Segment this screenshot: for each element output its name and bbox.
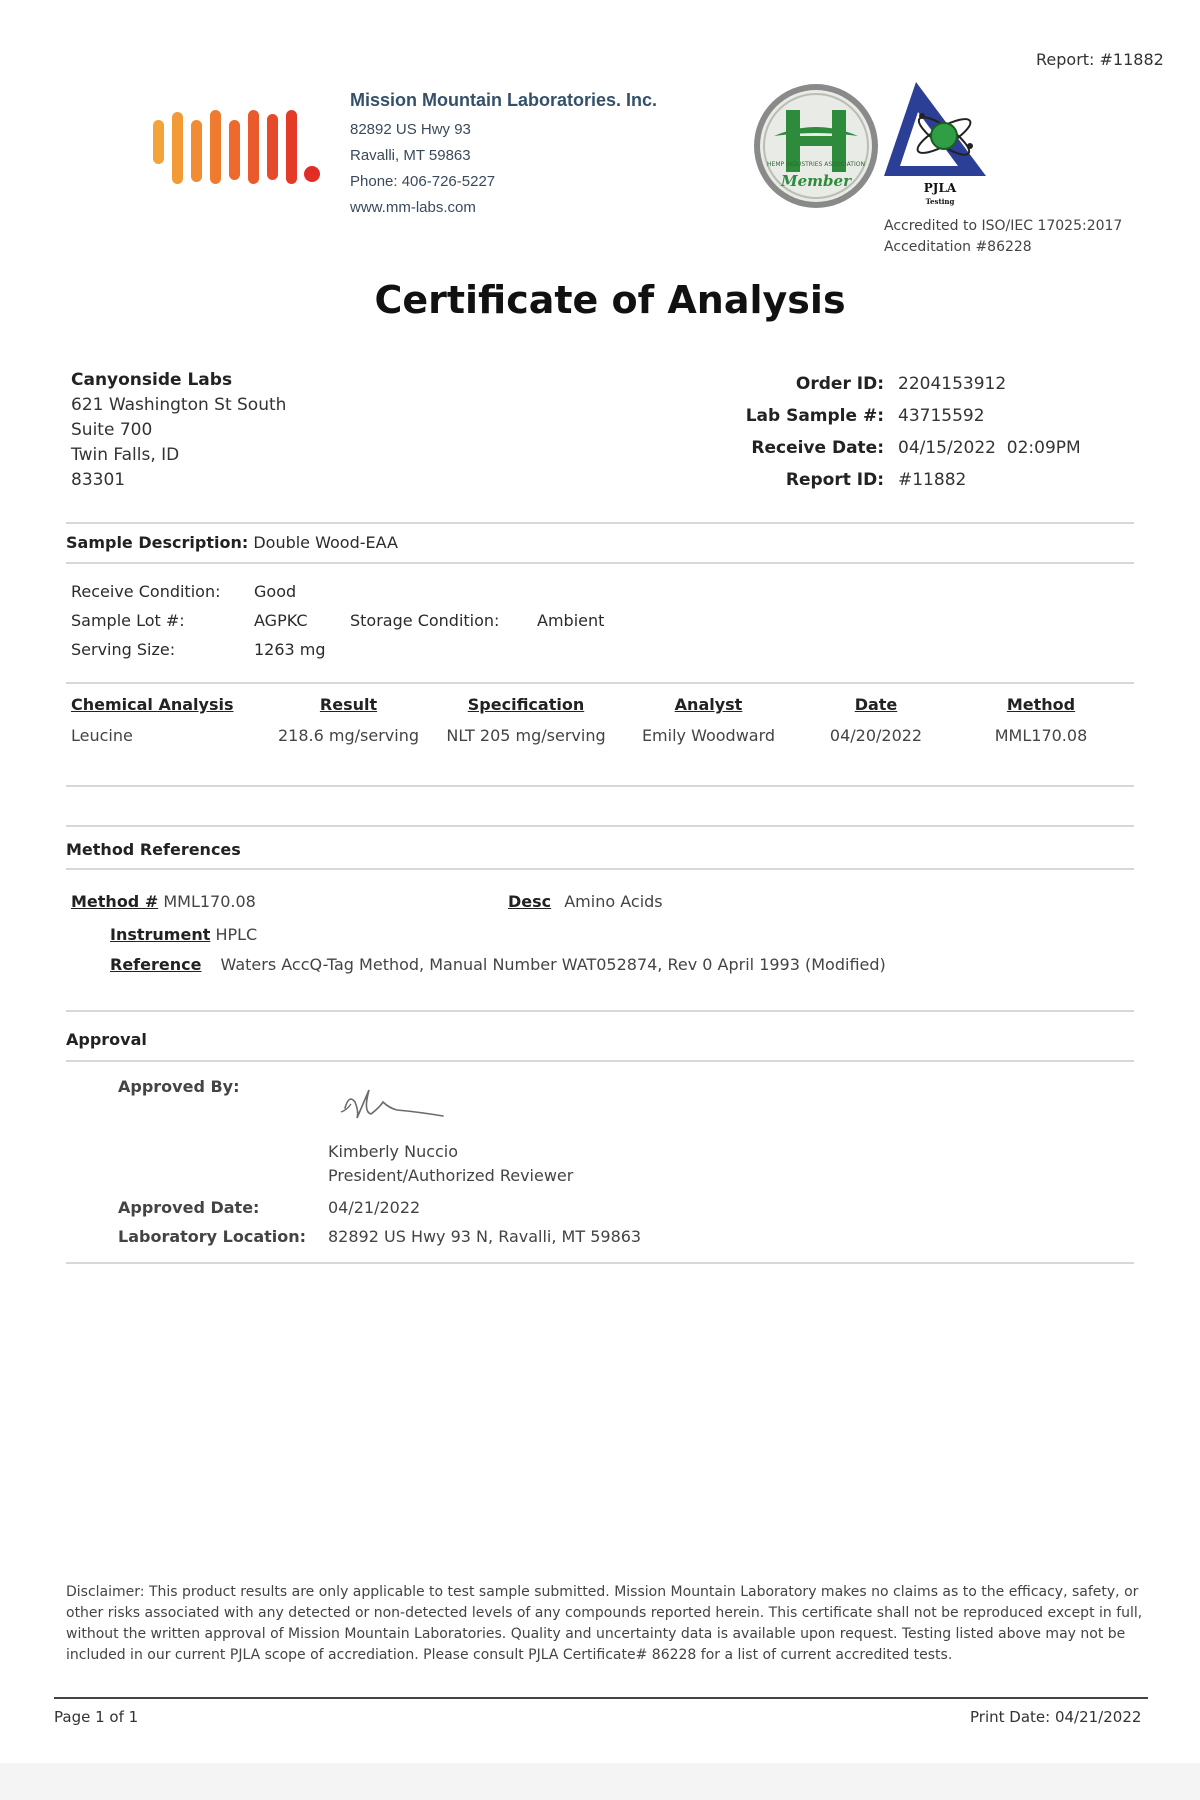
instrument-label: Instrument xyxy=(110,925,211,944)
analysis-header-row xyxy=(66,695,1126,722)
report-number-top: Report: #11882 xyxy=(1036,50,1164,69)
divider xyxy=(66,562,1134,564)
receive-condition-label: Receive Condition: xyxy=(71,582,221,601)
sample-lot-value: AGPKC xyxy=(254,611,308,630)
divider xyxy=(66,682,1134,684)
page-number: Page 1 of 1 xyxy=(54,1708,139,1726)
client-city: Twin Falls, ID xyxy=(71,445,180,465)
client-address xyxy=(71,368,286,493)
lab-sample-row xyxy=(720,400,1081,432)
col-header: Method xyxy=(1006,695,1076,714)
reference-label: Reference xyxy=(110,955,202,974)
receive-date-row xyxy=(720,432,1081,464)
lab-sample-label: Lab Sample #: xyxy=(745,406,884,426)
method-number-label: Method # xyxy=(71,892,159,911)
lab-info xyxy=(350,90,657,225)
method-reference xyxy=(110,955,886,974)
footer-rule xyxy=(54,1697,1148,1699)
method-desc-label: Desc xyxy=(508,892,552,911)
col-header: Result xyxy=(319,695,378,714)
document-title: Certificate of Analysis xyxy=(374,278,846,322)
storage-condition-label: Storage Condition: xyxy=(350,611,500,630)
sample-description xyxy=(66,533,398,552)
client-address1: 621 Washington St South xyxy=(71,395,287,415)
divider xyxy=(66,522,1134,524)
method-desc-value: Amino Acids xyxy=(564,892,663,911)
pjla-name: PJLA xyxy=(923,181,957,195)
analysis-table xyxy=(66,695,1126,749)
divider xyxy=(66,1060,1134,1062)
client-name: Canyonside Labs xyxy=(71,370,233,390)
accreditation-line1: Accredited to ISO/IEC 17025:2017 xyxy=(884,218,1123,234)
col-header: Specification xyxy=(467,695,585,714)
hia-badge-text-bottom: Member xyxy=(781,172,851,190)
serving-size-value: 1263 mg xyxy=(254,640,326,659)
divider xyxy=(66,1262,1134,1264)
analyst-cell: Emily Woodward xyxy=(641,726,776,745)
lab-phone: Phone: 406-726-5227 xyxy=(350,173,496,190)
hemp-industries-member-badge-icon xyxy=(752,82,880,210)
approved-date-label: Approved Date: xyxy=(118,1198,260,1217)
signature-icon xyxy=(335,1078,475,1124)
specification-cell: NLT 205 mg/serving xyxy=(446,726,606,745)
report-id-label: Report ID: xyxy=(785,470,884,490)
accreditation-info xyxy=(884,216,1122,258)
divider xyxy=(66,868,1134,870)
instrument-value: HPLC xyxy=(215,925,258,944)
method-instrument xyxy=(110,925,257,944)
reference-value: Waters AccQ-Tag Method, Manual Number WAT052874, Rev 0 April 1993 (Modified) xyxy=(220,955,886,974)
lab-address-line2: Ravalli, MT 59863 xyxy=(350,147,471,164)
divider xyxy=(66,825,1134,827)
client-address2: Suite 700 xyxy=(71,420,153,440)
divider xyxy=(66,1010,1134,1012)
order-id-value: 2204153912 xyxy=(898,374,1007,394)
result-cell: 218.6 mg/serving xyxy=(278,726,419,745)
table-row xyxy=(66,722,1126,749)
pjla-logo-icon xyxy=(882,80,1002,210)
approver-title: President/Authorized Reviewer xyxy=(328,1166,574,1185)
divider xyxy=(66,785,1134,787)
order-info xyxy=(720,368,1081,496)
lab-sample-value: 43715592 xyxy=(898,406,985,426)
approved-date-value: 04/21/2022 xyxy=(328,1198,421,1217)
order-id-label: Order ID: xyxy=(795,374,884,394)
order-id-row xyxy=(720,368,1081,400)
date-cell: 04/20/2022 xyxy=(829,726,923,745)
report-id-value: #11882 xyxy=(898,470,967,490)
col-header: Date xyxy=(854,695,898,714)
hia-badge-text-top: HEMP INDUSTRIES ASSOCIATION xyxy=(767,161,865,168)
client-zip: 83301 xyxy=(71,470,126,490)
approval-heading: Approval xyxy=(66,1030,147,1049)
approver-name: Kimberly Nuccio xyxy=(328,1142,459,1161)
disclaimer: Disclaimer: This product results are only applicable to test sample submitted. Mission Mountain Laboratory makes no claims as to the efficacy, safety, or other risks associated with any detected or non-detected levels of any compounds reported herein. This certificate shall not be reproduced except in full, without the written approval of Mission Mountain Laboratories. Quality and uncertainty data is available upon request. Testing listed above may not be included in our current PJLA scope of accrediation. Please consult PJLA Certificate# 86228 for a list of current accredited tests. xyxy=(66,1584,1143,1663)
method-number xyxy=(71,892,256,911)
sample-description-value: Double Wood-EAA xyxy=(253,533,398,552)
receive-date-label: Receive Date: xyxy=(751,438,884,458)
sample-description-label: Sample Description: xyxy=(66,533,249,552)
lab-address-line1: 82892 US Hwy 93 xyxy=(350,121,471,138)
mml-logo-icon xyxy=(153,110,323,192)
lab-name: Mission Mountain Laboratories. Inc. xyxy=(350,90,658,110)
sample-lot-label: Sample Lot #: xyxy=(71,611,185,630)
col-header: Analyst xyxy=(674,695,743,714)
lab-website: www.mm-labs.com xyxy=(350,199,476,216)
print-date: Print Date: 04/21/2022 xyxy=(970,1708,1142,1726)
method-cell: MML170.08 xyxy=(994,726,1088,745)
serving-size-label: Serving Size: xyxy=(71,640,176,659)
col-header: Chemical Analysis xyxy=(71,695,234,714)
accreditation-line2: Acceditation #86228 xyxy=(884,239,1032,255)
method-references-heading: Method References xyxy=(66,840,241,859)
approved-by-label: Approved By: xyxy=(118,1077,240,1096)
receive-date-value: 04/15/2022 02:09PM xyxy=(898,438,1081,458)
storage-condition-value: Ambient xyxy=(537,611,605,630)
laboratory-location-label: Laboratory Location: xyxy=(118,1227,307,1246)
laboratory-location-value: 82892 US Hwy 93 N, Ravalli, MT 59863 xyxy=(328,1227,642,1246)
method-desc xyxy=(508,892,663,911)
analyte-cell: Leucine xyxy=(71,726,133,745)
receive-condition-value: Good xyxy=(254,582,297,601)
pjla-sub: Testing xyxy=(925,197,955,206)
report-id-row xyxy=(720,464,1081,496)
method-number-value: MML170.08 xyxy=(163,892,256,911)
